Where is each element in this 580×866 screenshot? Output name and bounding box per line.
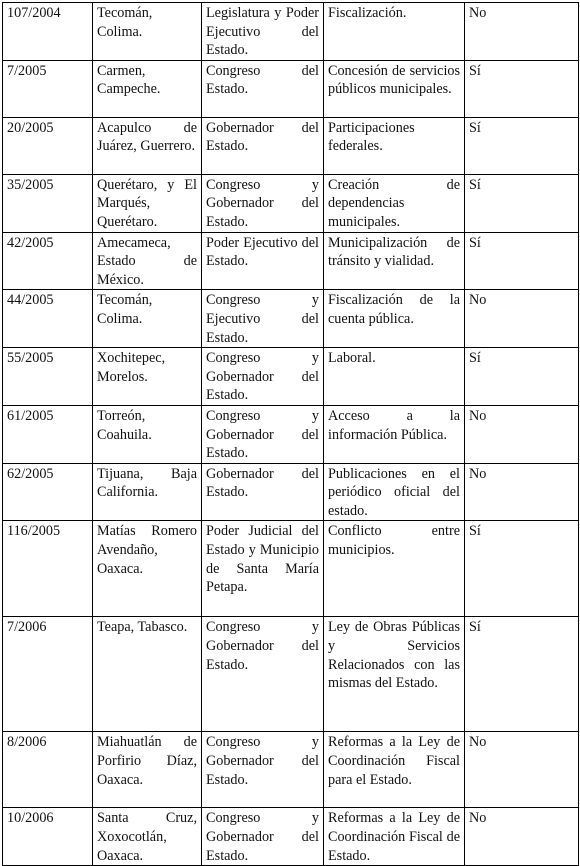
- cell-demandado: Congreso del Estado.: [202, 60, 324, 117]
- cell-resultado: Sí: [465, 521, 579, 617]
- controversies-table: [2, 2, 579, 866]
- cell-municipio: Tecomán, Colima.: [93, 290, 202, 348]
- cell-demandado: Gobernador del Estado.: [202, 117, 324, 174]
- cell-materia: Fiscalización.: [324, 3, 465, 61]
- table-row: [3, 290, 579, 348]
- table-row: [3, 405, 579, 463]
- cell-resultado: Sí: [465, 174, 579, 232]
- cell-materia: Concesión de servicios públicos municipales.: [324, 60, 465, 117]
- table-row: [3, 732, 579, 808]
- cell-materia: Reformas a la Ley de Coordinación Fiscal para el Estado.: [324, 732, 465, 808]
- cell-demandado: Congreso y Ejecutivo del Estado.: [202, 290, 324, 348]
- cell-expediente: 107/2004: [3, 3, 93, 61]
- cell-expediente: 44/2005: [3, 290, 93, 348]
- table-row: [3, 60, 579, 117]
- table-row: [3, 808, 579, 866]
- cell-demandado: Congreso y Gobernador del Estado.: [202, 405, 324, 463]
- cell-expediente: 7/2005: [3, 60, 93, 117]
- cell-materia: Creación de dependencias municipales.: [324, 174, 465, 232]
- cell-expediente: 20/2005: [3, 117, 93, 174]
- cell-resultado: No: [465, 732, 579, 808]
- cell-expediente: 35/2005: [3, 174, 93, 232]
- cell-expediente: 42/2005: [3, 232, 93, 290]
- cell-expediente: 55/2005: [3, 348, 93, 406]
- cell-municipio: Acapulco de Juárez, Guerrero.: [93, 117, 202, 174]
- cell-expediente: 10/2006: [3, 808, 93, 866]
- cell-resultado: Sí: [465, 60, 579, 117]
- cell-municipio: Tecomán, Colima.: [93, 3, 202, 61]
- table-row: [3, 463, 579, 521]
- table-row: [3, 232, 579, 290]
- cell-demandado: Poder Ejecutivo del Estado.: [202, 232, 324, 290]
- cell-expediente: 116/2005: [3, 521, 93, 617]
- cell-municipio: Teapa, Tabasco.: [93, 617, 202, 732]
- cell-demandado: Congreso y Gobernador del Estado.: [202, 174, 324, 232]
- cell-expediente: 8/2006: [3, 732, 93, 808]
- cell-materia: Municipalización de tránsito y vialidad.: [324, 232, 465, 290]
- cell-materia: Acceso a la información Pública.: [324, 405, 465, 463]
- table-row: [3, 174, 579, 232]
- cell-materia: Fiscalización de la cuenta pública.: [324, 290, 465, 348]
- cell-materia: Ley de Obras Públicas y Servicios Relacionados con las mismas del Estado.: [324, 617, 465, 732]
- cell-resultado: No: [465, 290, 579, 348]
- cell-municipio: Matías Romero Avendaño, Oaxaca.: [93, 521, 202, 617]
- cell-materia: Laboral.: [324, 348, 465, 406]
- cell-municipio: Xochitepec, Morelos.: [93, 348, 202, 406]
- cell-municipio: Miahuatlán de Porfirio Díaz, Oaxaca.: [93, 732, 202, 808]
- cell-resultado: Sí: [465, 617, 579, 732]
- cell-materia: Participaciones federales.: [324, 117, 465, 174]
- cell-resultado: Sí: [465, 232, 579, 290]
- cell-materia: Reformas a la Ley de Coordinación Fiscal de Estado.: [324, 808, 465, 866]
- cell-resultado: Sí: [465, 117, 579, 174]
- cell-municipio: Santa Cruz, Xoxocotlán, Oaxaca.: [93, 808, 202, 866]
- cell-materia: Conflicto entre municipios.: [324, 521, 465, 617]
- cell-municipio: Tijuana, Baja California.: [93, 463, 202, 521]
- cell-demandado: Congreso y Gobernador del Estado.: [202, 348, 324, 406]
- cell-resultado: No: [465, 463, 579, 521]
- cell-demandado: Congreso y Gobernador del Estado.: [202, 732, 324, 808]
- table-row: [3, 3, 579, 61]
- cell-resultado: No: [465, 405, 579, 463]
- cell-resultado: No: [465, 808, 579, 866]
- cell-municipio: Carmen, Campeche.: [93, 60, 202, 117]
- table-body: [3, 3, 579, 866]
- cell-municipio: Querétaro, y El Marqués, Querétaro.: [93, 174, 202, 232]
- cell-expediente: 62/2005: [3, 463, 93, 521]
- cell-demandado: Gobernador del Estado.: [202, 463, 324, 521]
- table-row: [3, 348, 579, 406]
- cell-expediente: 7/2006: [3, 617, 93, 732]
- cell-resultado: Sí: [465, 348, 579, 406]
- table-row: [3, 617, 579, 732]
- table-row: [3, 117, 579, 174]
- cell-demandado: Poder Judicial del Estado y Municipio de Santa María Petapa.: [202, 521, 324, 617]
- cell-municipio: Torreón, Coahuila.: [93, 405, 202, 463]
- cell-demandado: Legislatura y Poder Ejecutivo del Estado.: [202, 3, 324, 61]
- cell-demandado: Congreso y Gobernador del Estado.: [202, 617, 324, 732]
- cell-materia: Publicaciones en el periódico oficial del estado.: [324, 463, 465, 521]
- table-row: [3, 521, 579, 617]
- cell-resultado: No: [465, 3, 579, 61]
- cell-municipio: Amecameca, Estado de México.: [93, 232, 202, 290]
- cell-expediente: 61/2005: [3, 405, 93, 463]
- cell-demandado: Congreso y Gobernador del Estado.: [202, 808, 324, 866]
